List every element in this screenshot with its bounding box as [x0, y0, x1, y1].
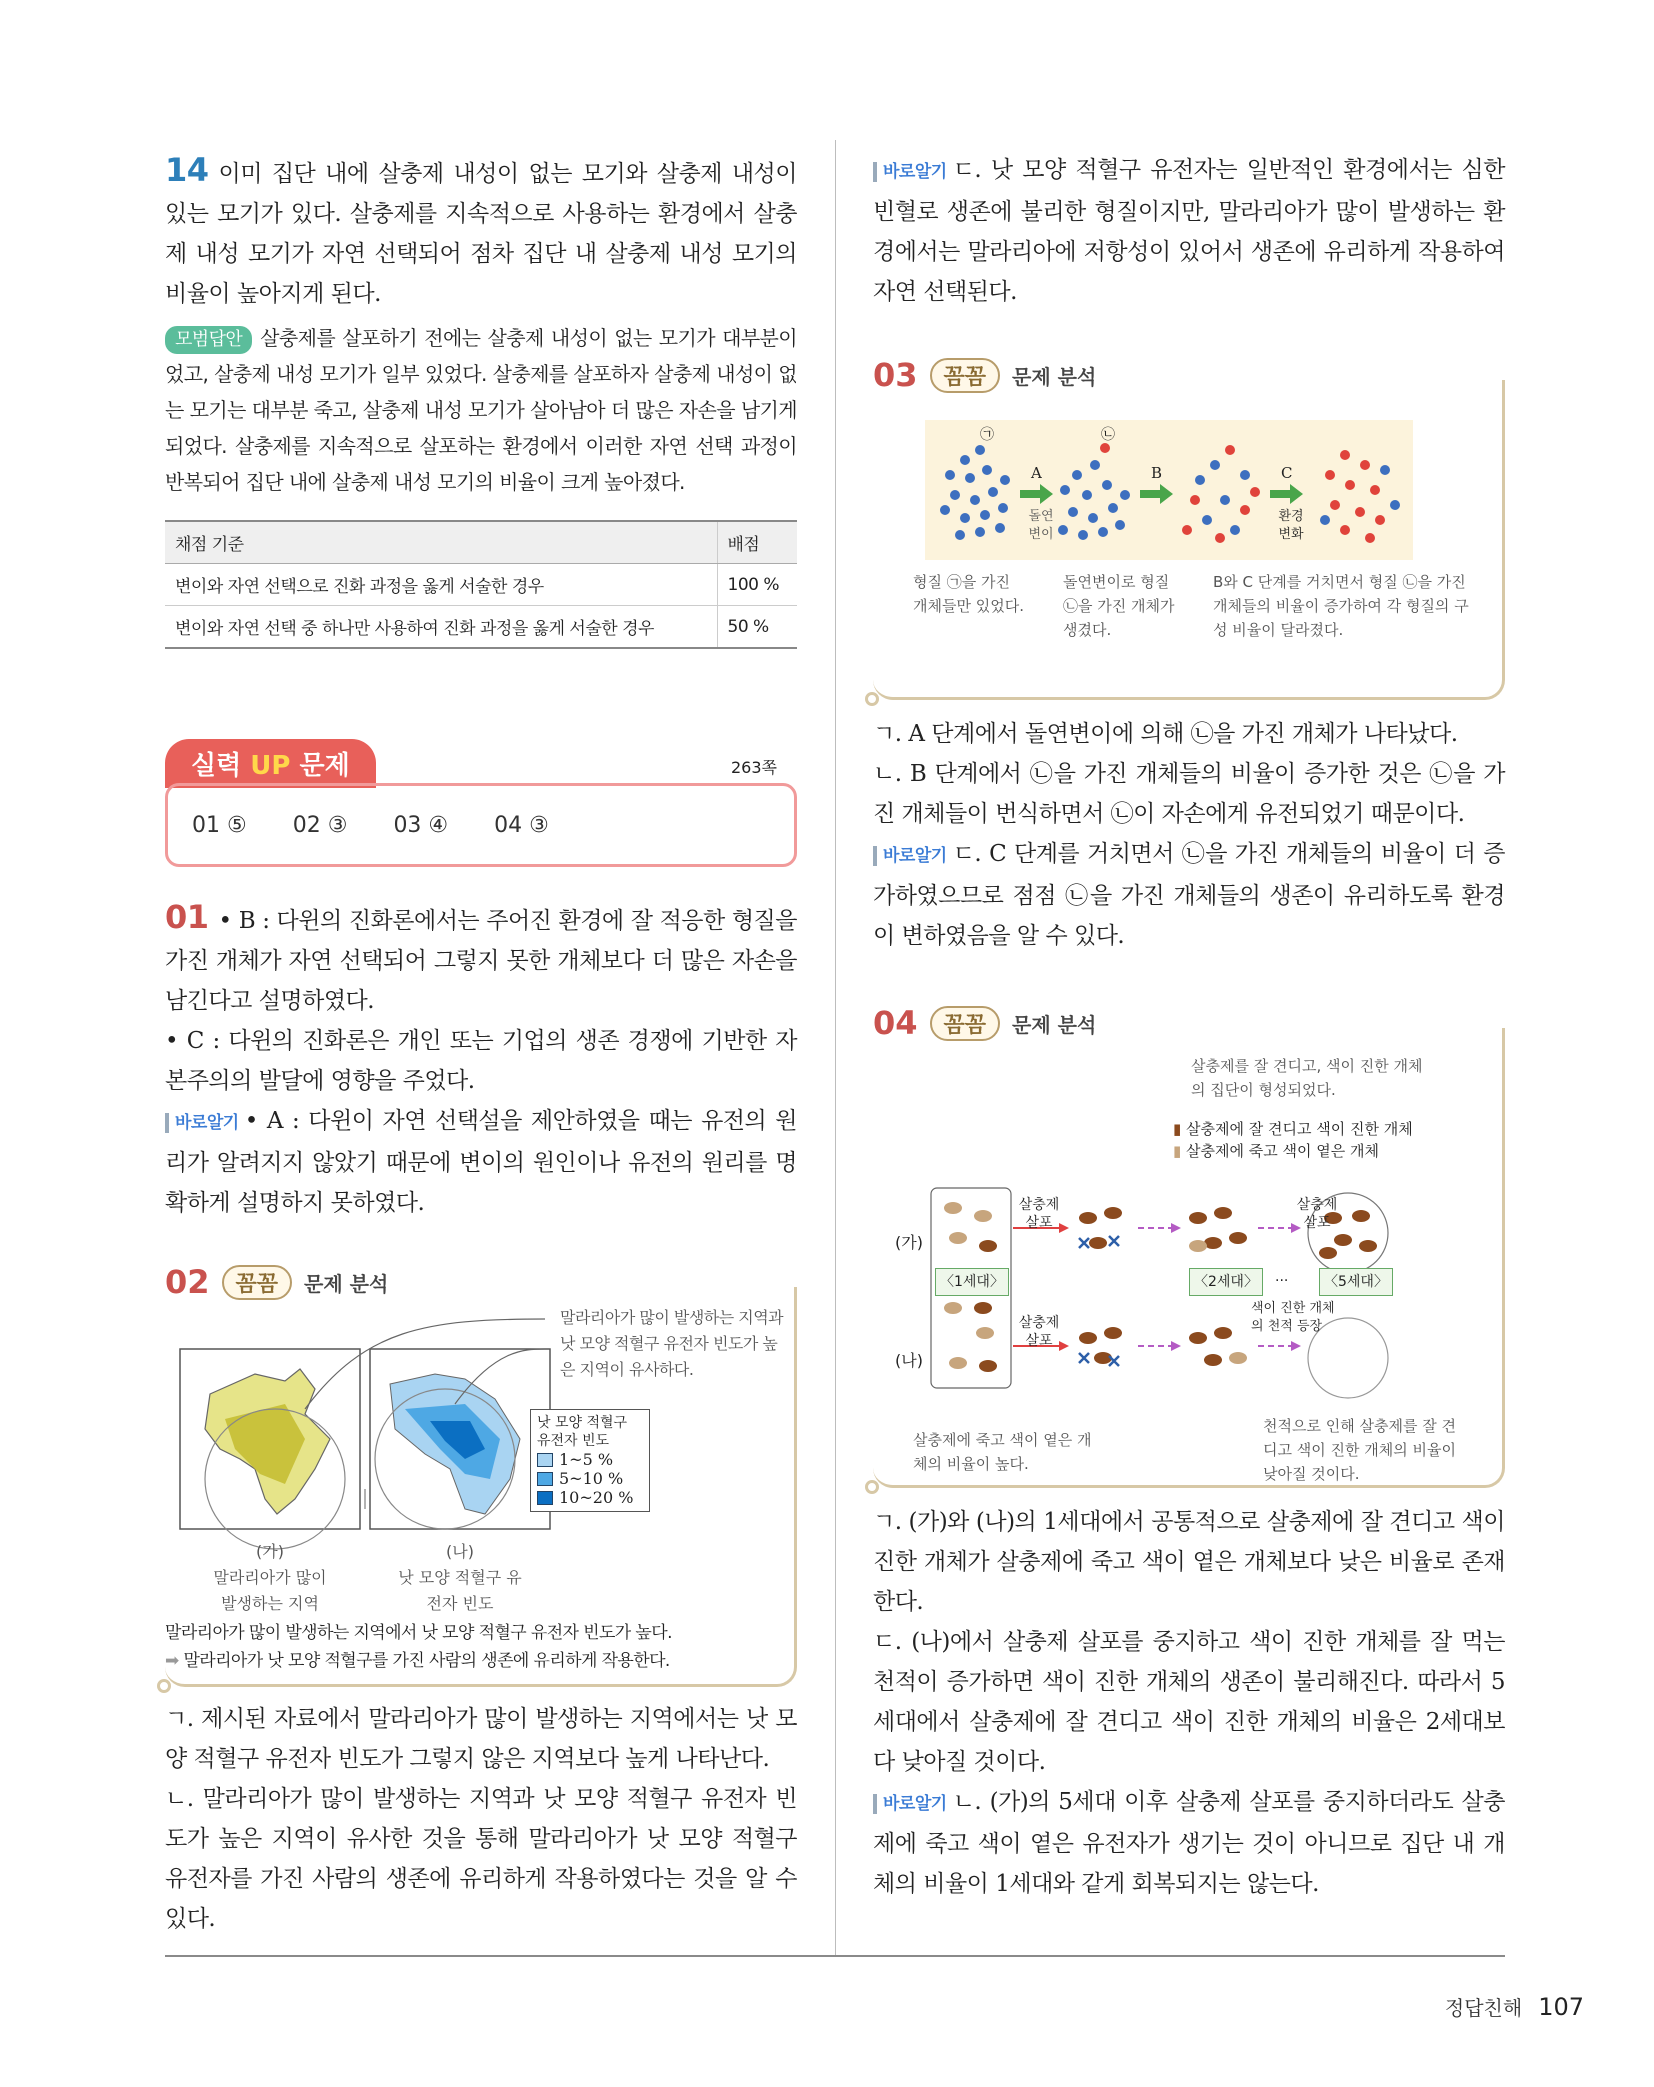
gen-5-label: 〈5세대〉	[1319, 1268, 1393, 1296]
score-cell: 100 %	[717, 564, 797, 606]
legend-swatch	[537, 1491, 553, 1505]
gen-2-label: 〈2세대〉	[1189, 1268, 1263, 1296]
answer-01	[165, 897, 797, 1223]
criteria-cell: 변이와 자연 선택으로 진화 과정을 옳게 서술한 경우	[165, 564, 717, 606]
analysis-badge: 꼼꼼	[930, 358, 1001, 393]
summary-line: 말라리아가 낫 모양 적혈구를 가진 사람의 생존에 유리하게 작용한다.	[183, 1651, 670, 1671]
answer-03-a: ㄱ. A 단계에서 돌연변이에 의해 ㉡을 가진 개체가 나타났다.	[873, 721, 1458, 747]
step-b: B	[1151, 464, 1163, 482]
step-a: A	[1031, 464, 1042, 482]
row-b-label: (나)	[895, 1351, 923, 1370]
legend-label: 10~20 %	[559, 1488, 634, 1507]
answer-line-b: • B : 다윈의 진화론에서는 주어진 환경에 잘 적응한 형질을 가진 개체가 자연 선택되어 그렇지 못한 개체보다 더 많은 자손을 남긴다고 설명하였다.	[165, 908, 797, 1014]
legend-label: 1~5 %	[559, 1450, 614, 1469]
summary-line: 말라리아가 많이 발생하는 지역에서 낫 모양 적혈구 유전자 빈도가 높다.	[165, 1623, 672, 1643]
answer-02-a: ㄱ. 제시된 자료에서 말라리아가 많이 발생하는 지역에서는 낫 모양 적혈구 유전자 빈도가 그렇지 않은 지역보다 높게 나타난다.	[165, 1706, 797, 1772]
question-number: 14	[165, 151, 209, 189]
footer-label: 정답친해	[1444, 1996, 1523, 2020]
answer-02-c: ㄷ. 낫 모양 적혈구 유전자는 일반적인 환경에서는 심한 빈혈로 생존에 불리한 형질이지만, 말라리아가 많이 발생하는 환경에서는 말라리아에 저항성이 있어서 생존에 유리하게 작용하여 자연 선택된다.	[873, 157, 1505, 305]
skill-answer: 03 ④	[393, 812, 449, 838]
frame-dot	[157, 1679, 171, 1693]
model-answer-text: 살충제를 살포하기 전에는 살충제 내성이 없는 모기가 대부분이었고, 살충제 내성 모기가 일부 있었다. 살충제를 살포하자 살충제 내성이 없는 모기는 대부분 죽고, 살충제 내성 모기가 살아남아 더 많은 자손을 남기게 되었다. 살충제를 지속적으로 살포하는 환경에서 이러한 자연 선택 과정이 반복되어 집단 내에 살충제 내성 모기의 비율이 크게 높아졌다.	[165, 326, 797, 494]
right-column	[873, 150, 1505, 1904]
answer-03-c: ㄷ. C 단계를 거치면서 ㉡을 가진 개체들의 비율이 더 증가하였으므로 점점 ㉡을 가진 개체들의 생존이 유리하도록 환경이 변하였음을 알 수 있다.	[873, 841, 1505, 949]
correction-badge: 바로알기	[873, 162, 947, 182]
grading-score-header: 배점	[717, 521, 797, 564]
grading-table	[165, 520, 797, 649]
legend-swatch	[537, 1472, 553, 1486]
page-number: 107	[1538, 1993, 1584, 2021]
analysis-frame	[165, 1287, 797, 1687]
legend-light: 살충제에 죽고 색이 옅은 개체	[1186, 1142, 1379, 1160]
skill-up-tab	[165, 739, 376, 788]
dark-beetle-icon: ▮	[1173, 1120, 1187, 1138]
model-answer-label: 모범답안	[165, 326, 252, 354]
frame-dot	[865, 692, 879, 706]
analysis-frame	[873, 1028, 1505, 1488]
correction-badge: 바로알기	[165, 1113, 239, 1133]
analysis-02	[165, 1263, 797, 1939]
question-number: 01	[165, 898, 209, 936]
map-callout: 말라리아가 많이 발생하는 지역과 낫 모양 적혈구 유전자 빈도가 높은 지역이 유사하다.	[560, 1308, 784, 1379]
answer-04-c: ㄴ. (가)의 5세대 이후 살충제 살포를 중지하더라도 살충제에 죽고 색이 옅은 유전자가 생기는 것이 아니므로 집단 내 개체의 비율이 1세대와 같게 회복되지는 않는다.	[873, 1789, 1505, 1897]
analysis-title: 문제 분석	[1012, 1012, 1097, 1037]
skill-page-ref: 263쪽	[731, 758, 777, 777]
answer-04-a: ㄱ. (가)와 (나)의 1세대에서 공통적으로 살충제에 잘 견디고 색이 진한 개체가 살충제에 죽고 색이 옅은 개체보다 낮은 비율로 존재한다.	[873, 1509, 1505, 1615]
arrow-icon: ➡	[165, 1651, 184, 1671]
analysis-badge: 꼼꼼	[222, 1265, 293, 1300]
page-footer	[1445, 1992, 1584, 2021]
question-number: 04	[873, 1004, 918, 1042]
row-a-label: (가)	[895, 1233, 923, 1252]
skill-tab-post: 문제	[290, 751, 350, 781]
light-beetle-icon: ▮	[1173, 1142, 1187, 1160]
question-number: 03	[873, 356, 918, 394]
caption-3: B와 C 단계를 거치면서 형질 ㉡을 가진 개체들의 비율이 증가하여 각 형질의 구성 비율이 달라졌다.	[1213, 573, 1469, 639]
grading-criteria-header: 채점 기준	[165, 521, 717, 564]
analysis-04	[873, 1004, 1505, 1904]
skill-answer-box	[165, 783, 797, 867]
table-row	[165, 606, 797, 649]
criteria-cell: 변이와 자연 선택 중 하나만 사용하여 진화 과정을 옳게 서술한 경우	[165, 606, 717, 649]
map-b-label: (나)	[446, 1542, 474, 1561]
spray-label-a: 살충제 살포	[1018, 1197, 1060, 1231]
env-change-label: 환경 변화	[1278, 509, 1304, 542]
spray-label-a5: 살충제 살포	[1296, 1197, 1338, 1231]
predator-label: 색이 진한 개체의 천적 등장	[1251, 1301, 1335, 1334]
answer-line-a: • A : 다윈이 자연 선택설을 제안하였을 때는 유전의 원리가 알려지지 않았기 때문에 변이의 원인이나 유전의 원리를 명확하게 설명하지 못하였다.	[165, 1108, 797, 1216]
note-left: 살충제에 죽고 색이 옅은 개체의 비율이 높다.	[913, 1431, 1092, 1473]
correction-badge: 바로알기	[873, 846, 947, 866]
analysis-badge: 꼼꼼	[930, 1006, 1001, 1041]
note-top: 살충제를 잘 견디고, 색이 진한 개체의 집단이 형성되었다.	[1191, 1057, 1423, 1099]
skill-tab-up: UP	[250, 751, 291, 781]
map-legend	[530, 1409, 650, 1512]
score-cell: 50 %	[717, 606, 797, 649]
question-number: 02	[165, 1263, 210, 1301]
map-a-label: (가)	[256, 1542, 284, 1561]
model-answer	[165, 320, 797, 500]
map-summary	[165, 1619, 785, 1675]
population-dots	[925, 420, 1413, 560]
legend-swatch	[537, 1453, 553, 1467]
analysis-03	[873, 356, 1505, 956]
caption-1: 형질 ㉠을 가진 개체들만 있었다.	[913, 573, 1024, 615]
mutation-label: 돌연 변이	[1028, 509, 1054, 542]
legend-dark: 살충제에 잘 견디고 색이 진한 개체	[1186, 1120, 1413, 1138]
map-a-caption	[205, 1539, 335, 1617]
map-b-caption	[395, 1539, 525, 1617]
skill-answer: 01 ⑤	[192, 812, 247, 838]
beetle-diagram	[873, 1168, 1493, 1428]
population-diagram	[925, 420, 1413, 560]
legend-label: 5~10 %	[559, 1469, 624, 1488]
skill-tab-pre: 실력	[191, 751, 251, 781]
column-divider	[835, 140, 836, 1955]
map-b-caption-text: 낫 모양 적혈구 유전자 빈도	[398, 1568, 522, 1613]
answer-14	[165, 150, 797, 314]
left-column	[165, 150, 797, 1939]
step-c: C	[1281, 464, 1293, 482]
answer-text: 이미 집단 내에 살충제 내성이 없는 모기와 살충제 내성이 있는 모기가 있다. 살충제를 지속적으로 사용하는 환경에서 살충제 내성 모기가 자연 선택되어 점차 집단 내 살충제 내성 모기의 비율이 높아지게 된다.	[165, 161, 797, 307]
spray-label-b: 살충제 살포	[1018, 1315, 1060, 1349]
legend-title: 낫 모양 적혈구 유전자 빈도	[537, 1415, 628, 1449]
mark-1: ㉠	[980, 427, 994, 443]
ellipsis: ···	[1275, 1273, 1289, 1289]
answer-03-b: ㄴ. B 단계에서 ㉡을 가진 개체들의 비율이 증가한 것은 ㉡을 가진 개체들이 번식하면서 ㉡이 자손에게 유전되었기 때문이다.	[873, 761, 1505, 827]
answer-line-c: • C : 다윈의 진화론은 개인 또는 기업의 생존 경쟁에 기반한 자본주의의 발달에 영향을 주었다.	[165, 1028, 797, 1094]
skill-answer: 02 ③	[292, 812, 348, 838]
caption-2: 돌연변이로 형질 ㉡을 가진 개체가 생겼다.	[1063, 573, 1175, 639]
mark-2: ㉡	[1101, 427, 1115, 443]
note-right: 천적으로 인해 살충제를 잘 견디고 색이 진한 개체의 비율이 낮아질 것이다.	[1263, 1417, 1456, 1483]
gen-1-label: 〈1세대〉	[935, 1268, 1009, 1296]
answer-04-b: ㄷ. (나)에서 살충제 살포를 중지하고 색이 진한 개체를 잘 먹는 천적이 증가하면 색이 진한 개체의 생존이 불리해진다. 따라서 5세대에서 살충제에 잘 견디고 색이 진한 개체의 비율은 2세대보다 낮아질 것이다.	[873, 1629, 1505, 1775]
frame-dot	[865, 1480, 879, 1494]
analysis-title: 문제 분석	[304, 1271, 389, 1296]
answer-02-b: ㄴ. 말라리아가 많이 발생하는 지역과 낫 모양 적혈구 유전자 빈도가 높은 지역이 유사한 것을 통해 말라리아가 낫 모양 적혈구 유전자를 가진 사람의 생존에 유리하게 작용하였다는 것을 알 수 있다.	[165, 1786, 797, 1932]
skill-up-section	[165, 739, 797, 869]
skill-answer: 04 ③	[494, 812, 549, 838]
correction-badge: 바로알기	[873, 1794, 947, 1814]
beetle-legend	[1173, 1118, 1493, 1162]
bottom-rule	[165, 1955, 1505, 1957]
analysis-title: 문제 분석	[1012, 364, 1097, 389]
map-a-caption-text: 말라리아가 많이 발생하는 지역	[213, 1568, 327, 1613]
analysis-frame	[873, 380, 1505, 700]
table-row	[165, 564, 797, 606]
